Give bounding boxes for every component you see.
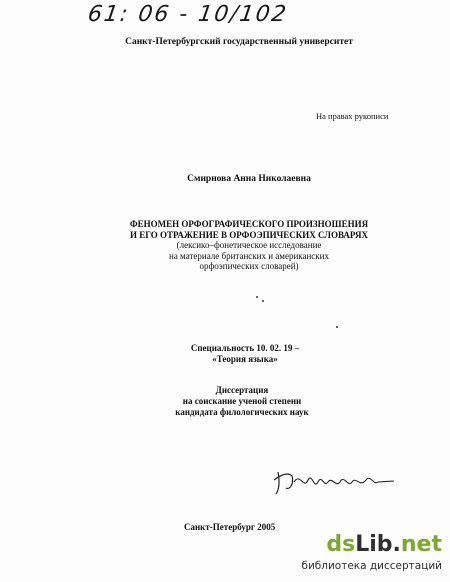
title-line-1: ФЕНОМЕН ОРФОГРАФИЧЕСКОГО ПРОИЗНОШЕНИЯ [129, 219, 369, 229]
manuscript-rights-note: На правах рукописи [316, 111, 389, 121]
dslib-watermark [292, 532, 442, 576]
specialty-line-2: «Теория языка» [212, 354, 278, 364]
dslib-logo: dsLib.net [326, 532, 442, 557]
scan-speck [262, 300, 264, 302]
dissertation-line-3: кандидата филологических наук [175, 407, 309, 417]
author-name: Смирнова Анна Николаевна [187, 174, 311, 184]
archive-code-handwritten: 61: 06 - 10/102 [86, 2, 290, 27]
scan-speck [256, 296, 258, 298]
university-name: Санкт-Петербургский государственный университет [125, 37, 353, 47]
dissertation-title-block [0, 219, 450, 272]
subtitle-line-2: на материале британских и американских [169, 250, 329, 261]
dissertation-line-2: на соискание ученой степени [182, 396, 302, 406]
scan-speck [336, 326, 338, 328]
dslib-subtitle: библиотека диссертаций [301, 560, 442, 572]
subtitle-line-3: орфоэпических словарей) [199, 261, 299, 272]
dissertation-type-block [0, 385, 450, 418]
subtitle-line-1: (лексико–фонетическое исследование [176, 240, 322, 251]
dissertation-line-1: Диссертация [215, 385, 269, 395]
specialty-block [0, 343, 450, 365]
title-line-2: И ЕГО ОТРАЖЕНИЕ В ОРФОЭПИЧЕСКИХ СЛОВАРЯХ [130, 229, 368, 240]
city-and-year: Санкт-Петербург 2005 [184, 522, 276, 532]
specialty-line-1: Специальность 10. 02. 19 – [190, 343, 300, 353]
author-signature [270, 460, 400, 498]
